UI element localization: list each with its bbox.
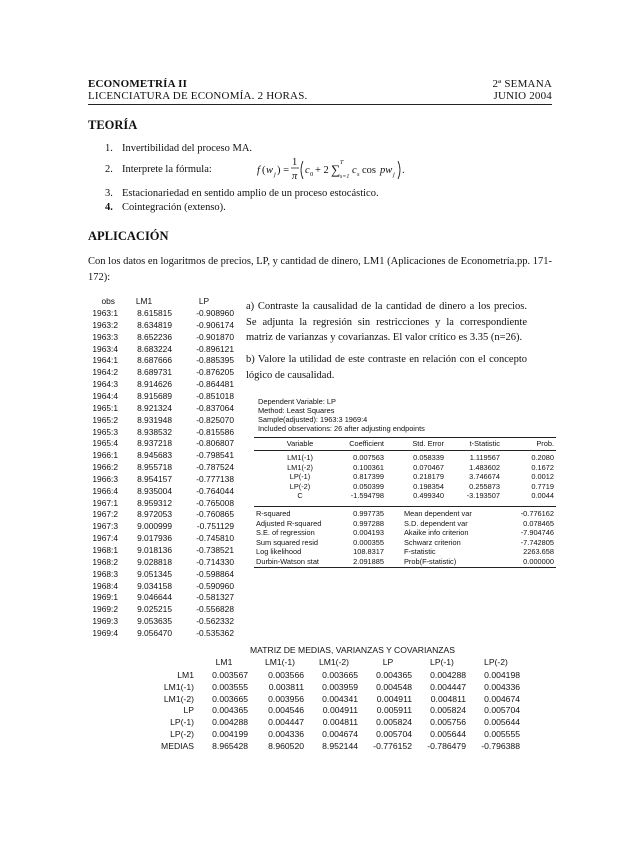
regression-rule xyxy=(254,450,556,451)
stat-label: Sum squared resid xyxy=(256,537,319,547)
matrix-cell: 0.005704 xyxy=(484,705,520,716)
question-b: b) Valore la utilidad de este contraste en relación con el concepto lógico de causalidad. xyxy=(246,354,527,381)
prob-cell: 0.1672 xyxy=(531,462,554,472)
matrix-cell: 0.004447 xyxy=(268,717,304,728)
matrix-row-label: LM1(-1) xyxy=(163,681,194,692)
matrix-cell: 0.005824 xyxy=(376,717,412,728)
matrix-cell: 0.004365 xyxy=(212,705,248,716)
teoria-heading: TEORÍA xyxy=(88,118,138,132)
svg-text:c: c xyxy=(305,165,310,176)
aplicacion-heading: APLICACIÓN xyxy=(88,229,169,243)
covariance-matrix xyxy=(150,645,530,765)
matrix-col-header: LM1(-2) xyxy=(318,657,350,667)
lp-cell: -0.556828 xyxy=(196,604,234,615)
obs-cell: 1967:3 xyxy=(92,521,118,532)
regression-header-line: Dependent Variable: LP xyxy=(258,397,336,406)
matrix-col-header: LM1(-1) xyxy=(264,657,296,667)
lm1-cell: 8.915689 xyxy=(137,390,172,401)
obs-cell: 1966:2 xyxy=(92,462,118,473)
obs-cell: 1969:1 xyxy=(92,592,118,603)
stat-value: 0.000355 xyxy=(353,537,384,547)
variable-cell: LP(-2) xyxy=(289,481,311,491)
stat-label: R-squared xyxy=(256,509,291,518)
std-error-cell: 0.499340 xyxy=(413,491,444,501)
svg-text:∑: ∑ xyxy=(331,162,341,177)
coefficient-cell: 0.050399 xyxy=(353,481,384,491)
lp-cell: -0.864481 xyxy=(196,379,234,390)
svg-text:cos: cos xyxy=(362,165,376,176)
matrix-cell: 0.004336 xyxy=(268,729,304,739)
t-statistic-cell: 1.483602 xyxy=(469,462,500,472)
matrix-cell: 8.965428 xyxy=(212,740,248,751)
svg-text:T: T xyxy=(340,160,344,166)
svg-text:w: w xyxy=(266,165,274,176)
obs-cell: 1967:4 xyxy=(92,533,118,544)
matrix-row-label: LP(-1) xyxy=(170,717,194,728)
matrix-title: MATRIZ DE MEDIAS, VARIANZAS Y COVARIANZAS xyxy=(249,645,455,655)
item-number: 4. xyxy=(105,202,113,213)
matrix-cell: 0.005644 xyxy=(430,729,466,739)
matrix-cell: 0.004341 xyxy=(322,693,358,704)
lp-cell: -0.535362 xyxy=(196,627,234,638)
lm1-cell: 8.931948 xyxy=(137,414,172,425)
lm1-cell: 8.687666 xyxy=(137,355,172,366)
lp-cell: -0.806807 xyxy=(196,438,234,449)
matrix-cell: -0.796388 xyxy=(481,740,520,751)
header-rule xyxy=(88,104,552,105)
regression-rule xyxy=(254,567,556,568)
obs-cell: 1968:3 xyxy=(92,568,118,579)
matrix-cell: 0.004288 xyxy=(212,717,248,728)
lp-cell: -0.901870 xyxy=(196,331,234,342)
matrix-cell: 0.003959 xyxy=(322,681,358,692)
stat-label: S.D. dependent var xyxy=(404,518,468,528)
column-header-obs: obs xyxy=(101,296,115,306)
regression-header-line: Included observations: 26 after adjusting endpoints xyxy=(258,424,425,433)
regression-rule xyxy=(254,506,556,507)
svg-text:0: 0 xyxy=(310,171,314,178)
matrix-cell: 8.952144 xyxy=(322,740,358,751)
regression-col-std-error: Std. Error xyxy=(412,439,444,448)
matrix-cell: 0.004674 xyxy=(322,729,358,739)
t-statistic-cell: -3.193507 xyxy=(466,491,500,501)
teoria-item-1 xyxy=(105,143,252,154)
lm1-cell: 9.028818 xyxy=(137,556,172,567)
matrix-cell: 8.960520 xyxy=(268,740,304,751)
stat-label: F-statistic xyxy=(404,547,436,557)
matrix-cell: 0.004811 xyxy=(322,717,358,728)
lm1-cell: 9.017936 xyxy=(137,533,172,544)
svg-text:c: c xyxy=(352,165,357,176)
lm1-cell: 8.937218 xyxy=(137,438,172,449)
lp-cell: -0.745810 xyxy=(196,533,234,544)
stat-value: 0.004193 xyxy=(353,528,384,538)
stat-label: Mean dependent var xyxy=(404,509,472,518)
regression-col-t-statistic: t-Statistic xyxy=(469,439,500,448)
matrix-cell: 0.004365 xyxy=(376,670,412,680)
matrix-cell: 0.003665 xyxy=(322,670,358,680)
svg-text:s=1: s=1 xyxy=(340,174,350,180)
lm1-cell: 9.000999 xyxy=(137,521,172,532)
regression-header-line: Method: Least Squares xyxy=(258,406,335,415)
matrix-cell: 0.003811 xyxy=(268,681,304,692)
exam-date: JUNIO 2004 xyxy=(493,90,552,102)
obs-cell: 1967:2 xyxy=(92,509,118,520)
item-text: Estacionariedad en sentido amplio de un proceso estocástico. xyxy=(122,188,379,199)
matrix-cell: 0.004546 xyxy=(268,705,304,716)
course-title: ECONOMETRÍA II xyxy=(88,78,188,90)
obs-cell: 1969:4 xyxy=(92,627,118,638)
stat-value: 0.997735 xyxy=(353,509,384,518)
stat-label: Prob(F-statistic) xyxy=(404,557,457,566)
column-header-lp: LP xyxy=(198,296,210,306)
matrix-col-header: LP(-2) xyxy=(484,657,508,667)
obs-cell: 1969:2 xyxy=(92,604,118,615)
svg-text:s: s xyxy=(357,171,360,178)
item-number: 3. xyxy=(105,188,113,199)
svg-text:) =: ) = xyxy=(277,165,290,176)
matrix-cell: -0.786479 xyxy=(427,740,466,751)
std-error-cell: 0.058339 xyxy=(413,453,444,462)
lp-cell: -0.751129 xyxy=(196,521,234,532)
lp-cell: -0.765008 xyxy=(196,497,234,508)
lm1-cell: 8.945683 xyxy=(137,450,172,461)
lp-cell: -0.777138 xyxy=(196,473,234,484)
stat-value: 0.078465 xyxy=(523,518,554,528)
prob-cell: 0.0012 xyxy=(531,472,554,482)
obs-cell: 1964:1 xyxy=(92,355,118,366)
obs-cell: 1966:4 xyxy=(92,485,118,496)
svg-text:1: 1 xyxy=(292,157,298,168)
lp-cell: -0.738521 xyxy=(196,545,234,555)
matrix-row-label: LP xyxy=(183,705,194,716)
svg-text:.: . xyxy=(402,165,405,176)
lm1-cell: 9.051345 xyxy=(137,568,172,579)
obs-cell: 1963:3 xyxy=(92,331,118,342)
matrix-cell: 0.004336 xyxy=(484,681,520,692)
matrix-cell: 0.004674 xyxy=(484,693,520,704)
lm1-cell: 8.683224 xyxy=(137,343,172,354)
stat-label: S.E. of regression xyxy=(256,528,315,538)
lp-cell: -0.906174 xyxy=(196,319,234,330)
stat-label: Durbin-Watson stat xyxy=(256,557,319,566)
matrix-cell: 0.005911 xyxy=(376,705,412,716)
lp-cell: -0.760865 xyxy=(196,509,234,520)
coefficient-cell: -1.594798 xyxy=(350,491,384,501)
matrix-cell: 0.004811 xyxy=(430,693,466,704)
variable-cell: LM1(-2) xyxy=(287,462,313,472)
coefficient-cell: 0.100361 xyxy=(353,462,384,472)
svg-text:pw: pw xyxy=(380,165,393,176)
obs-cell: 1963:1 xyxy=(92,308,118,318)
stat-value: 0.997288 xyxy=(353,518,384,528)
variable-cell: LM1(-1) xyxy=(287,453,313,462)
t-statistic-cell: 1.119567 xyxy=(469,453,500,462)
lm1-cell: 9.053635 xyxy=(137,616,172,627)
obs-cell: 1963:2 xyxy=(92,319,118,330)
lp-cell: -0.908960 xyxy=(196,308,234,318)
stat-value: -0.776162 xyxy=(520,509,554,518)
matrix-cell: 0.003665 xyxy=(212,693,248,704)
obs-cell: 1965:3 xyxy=(92,426,118,437)
obs-cell: 1965:2 xyxy=(92,414,118,425)
std-error-cell: 0.070467 xyxy=(413,462,444,472)
stat-label: Akaike info criterion xyxy=(404,528,469,538)
obs-cell: 1966:3 xyxy=(92,473,118,484)
obs-cell: 1965:4 xyxy=(92,438,118,449)
variable-cell: LP(-1) xyxy=(289,472,311,482)
lm1-cell: 8.972053 xyxy=(137,509,172,520)
obs-cell: 1966:1 xyxy=(92,450,118,461)
svg-text:+ 2: + 2 xyxy=(315,165,329,176)
obs-cell: 1964:4 xyxy=(92,390,118,401)
lp-cell: -0.714330 xyxy=(196,556,234,567)
regression-col-prob: Prob. xyxy=(536,439,554,448)
stat-value: -7.742805 xyxy=(520,537,554,547)
regression-col-variable: Variable xyxy=(286,439,314,448)
lm1-cell: 8.615815 xyxy=(137,308,172,318)
stat-label: Schwarz criterion xyxy=(404,537,461,547)
t-statistic-cell: 3.746674 xyxy=(469,472,500,482)
lp-cell: -0.787524 xyxy=(196,462,234,473)
teoria-item-2 xyxy=(105,164,212,175)
matrix-cell: -0.776152 xyxy=(373,740,412,751)
item-text: Cointegración (extenso). xyxy=(122,202,226,213)
lm1-cell: 8.652236 xyxy=(137,331,172,342)
regression-rule xyxy=(254,437,556,438)
matrix-row-label: LP(-2) xyxy=(170,729,194,739)
lp-cell: -0.837064 xyxy=(196,402,234,413)
lm1-cell: 9.046644 xyxy=(137,592,172,603)
prob-cell: 0.2080 xyxy=(531,453,554,462)
obs-cell: 1963:4 xyxy=(92,343,118,354)
lm1-cell: 9.025215 xyxy=(137,604,172,615)
stat-label: Adjusted R-squared xyxy=(256,518,322,528)
matrix-cell: 0.004288 xyxy=(430,670,466,680)
svg-text:(: ( xyxy=(262,165,266,176)
degree-line: LICENCIATURA DE ECONOMÍA. 2 HORAS. xyxy=(88,90,308,102)
obs-cell: 1965:1 xyxy=(92,402,118,413)
stat-value: 0.000000 xyxy=(523,557,554,566)
teoria-item-4 xyxy=(105,202,226,213)
column-header-lm1: LM1 xyxy=(135,296,153,306)
matrix-row-label: LM1(-2) xyxy=(163,693,194,704)
obs-cell: 1969:3 xyxy=(92,616,118,627)
stat-value: -7.904746 xyxy=(520,528,554,538)
svg-text:j: j xyxy=(274,171,276,178)
obs-cell: 1964:2 xyxy=(92,367,118,378)
regression-output xyxy=(254,397,556,579)
matrix-cell: 0.004911 xyxy=(322,705,358,716)
matrix-cell: 0.005704 xyxy=(376,729,412,739)
lp-cell: -0.598864 xyxy=(196,568,234,579)
lm1-cell: 9.034158 xyxy=(137,580,172,591)
regression-header-line: Sample(adjusted): 1963:3 1969:4 xyxy=(258,415,368,424)
matrix-cell: 0.005824 xyxy=(430,705,466,716)
regression-col-coefficient: Coefficient xyxy=(349,439,384,448)
lp-cell: -0.896121 xyxy=(196,343,234,354)
lm1-cell: 8.935004 xyxy=(137,485,172,496)
lm1-cell: 9.056470 xyxy=(137,627,172,638)
matrix-cell: 0.003555 xyxy=(212,681,248,692)
matrix-cell: 0.004199 xyxy=(212,729,248,739)
matrix-cell: 0.005555 xyxy=(484,729,520,739)
matrix-col-header: LP xyxy=(382,657,394,667)
obs-cell: 1964:3 xyxy=(92,379,118,390)
question-a: a) Contraste la causalidad de la cantidad de dinero a los precios. Se adjunta la regresión sin restricciones y la correspondiente matriz de varianzas y covarianzas. El valor crítico es 3.35 (n=26). xyxy=(246,301,527,343)
lm1-cell: 8.954157 xyxy=(137,473,172,484)
obs-cell: 1968:4 xyxy=(92,580,118,591)
teoria-item-3 xyxy=(105,188,379,199)
matrix-cell: 0.004911 xyxy=(376,693,412,704)
item-number: 1. xyxy=(105,143,113,154)
lm1-cell: 8.959312 xyxy=(137,497,172,508)
data-table xyxy=(80,296,240,636)
lm1-cell: 8.689731 xyxy=(137,367,172,378)
prob-cell: 0.0044 xyxy=(531,491,554,501)
matrix-cell: 0.003567 xyxy=(212,670,248,680)
lp-cell: -0.562332 xyxy=(196,616,234,627)
svg-text:π: π xyxy=(292,171,298,182)
std-error-cell: 0.198354 xyxy=(413,481,444,491)
lp-cell: -0.825070 xyxy=(196,414,234,425)
svg-text:f: f xyxy=(257,165,260,176)
matrix-cell: 0.005644 xyxy=(484,717,520,728)
t-statistic-cell: 0.255873 xyxy=(469,481,500,491)
lp-cell: -0.798541 xyxy=(196,450,234,461)
item-text: Interprete la fórmula: xyxy=(122,164,212,175)
lp-cell: -0.885395 xyxy=(196,355,234,366)
lp-cell: -0.590960 xyxy=(196,580,234,591)
std-error-cell: 0.218179 xyxy=(413,472,444,482)
matrix-row-label: LM1 xyxy=(177,670,194,680)
lp-cell: -0.851018 xyxy=(196,390,234,401)
obs-cell: 1967:1 xyxy=(92,497,118,508)
stat-value: 2263.658 xyxy=(523,547,554,557)
lm1-cell: 8.921324 xyxy=(137,402,172,413)
item-text: Invertibilidad del proceso MA. xyxy=(122,143,253,154)
lp-cell: -0.876205 xyxy=(196,367,234,378)
lm1-cell: 8.955718 xyxy=(137,462,172,473)
matrix-cell: 0.003956 xyxy=(268,693,304,704)
obs-cell: 1968:2 xyxy=(92,556,118,567)
lm1-cell: 8.938532 xyxy=(137,426,172,437)
matrix-cell: 0.004198 xyxy=(484,670,520,680)
spectral-density-formula xyxy=(257,152,407,186)
lp-cell: -0.764044 xyxy=(196,485,234,496)
item-number: 2. xyxy=(105,164,113,175)
lp-cell: -0.815586 xyxy=(196,426,234,437)
variable-cell: C xyxy=(297,491,303,501)
matrix-cell: 0.004548 xyxy=(376,681,412,692)
stat-label: Log likelihood xyxy=(256,547,302,557)
exam-week: 2ª SEMANA xyxy=(492,78,552,90)
stat-value: 2.091885 xyxy=(353,557,384,566)
lm1-cell: 8.634819 xyxy=(137,319,172,330)
matrix-col-header: LP(-1) xyxy=(430,657,454,667)
obs-cell: 1968:1 xyxy=(92,545,118,555)
coefficient-cell: 0.817399 xyxy=(353,472,384,482)
aplicacion-intro: Con los datos en logaritmos de precios, LP, y cantidad de dinero, LM1 (Aplicaciones de Econometría.pp. 171-172): xyxy=(88,256,552,283)
stat-value: 108.8317 xyxy=(353,547,384,557)
matrix-cell: 0.004447 xyxy=(430,681,466,692)
coefficient-cell: 0.007563 xyxy=(353,453,384,462)
lm1-cell: 9.018136 xyxy=(137,545,172,555)
matrix-row-label: MEDIAS xyxy=(161,740,194,751)
matrix-cell: 0.003566 xyxy=(268,670,304,680)
svg-text:j: j xyxy=(393,171,395,178)
lm1-cell: 8.914626 xyxy=(137,379,172,390)
matrix-cell: 0.005756 xyxy=(430,717,466,728)
prob-cell: 0.7719 xyxy=(531,481,554,491)
matrix-col-header: LM1 xyxy=(215,657,233,667)
lp-cell: -0.581327 xyxy=(196,592,234,603)
